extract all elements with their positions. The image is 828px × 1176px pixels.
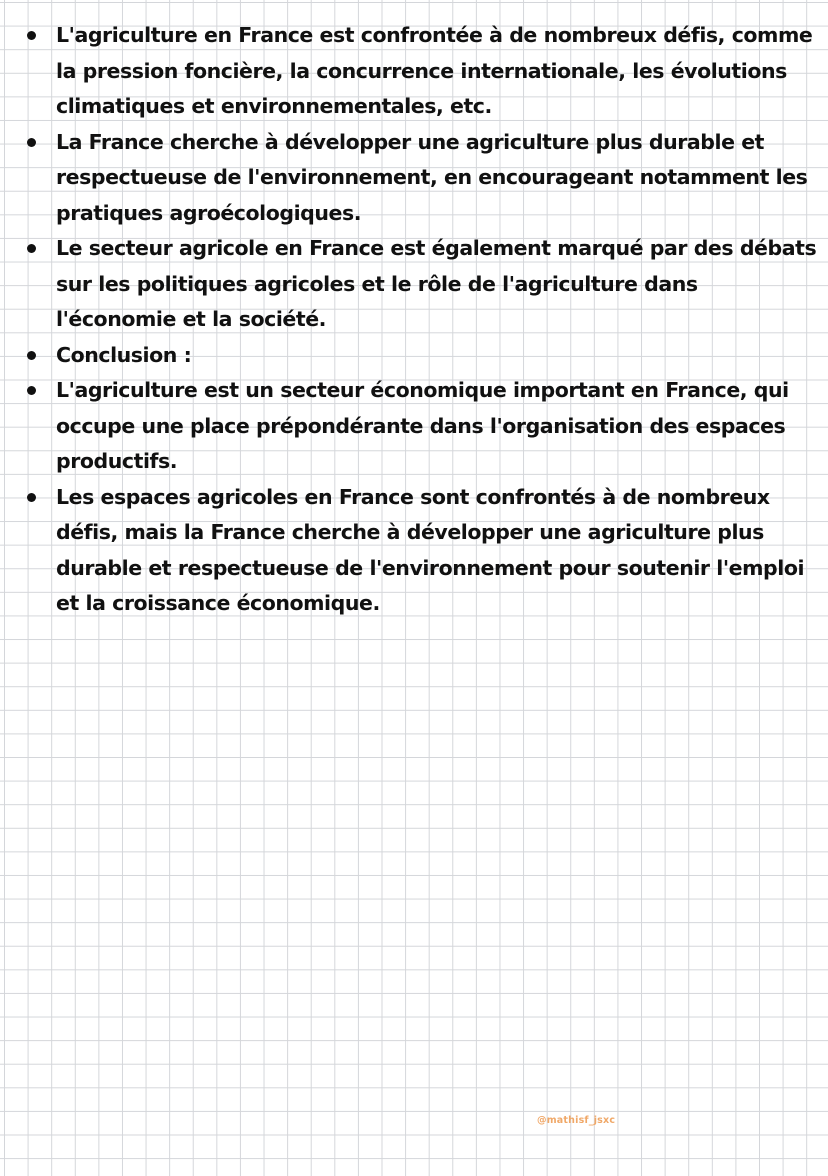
bullet-item-economic-sector: [27, 373, 822, 480]
author-watermark: @mathisf_jsxc: [537, 1115, 616, 1126]
bullet-item-conclusion-heading: [27, 338, 822, 374]
bullet-item-debates: [27, 231, 822, 338]
bullet-item-pressures: [27, 18, 822, 125]
bullet-text: Le secteur agricole en France est également marqué par des débats sur les politiques agricoles et le rôle de l'agriculture dans l'économie et la société.: [56, 236, 817, 331]
bullet-text: L'agriculture en France est confrontée à de nombreux défis, comme la pression foncière, la concurrence internationale, les évolutions climatiques et environnementales, etc.: [56, 23, 813, 118]
bullet-item-challenges-summary: [27, 480, 822, 622]
bullet-text: Conclusion :: [56, 342, 192, 367]
bullet-text: L'agriculture est un secteur économique important en France, qui occupe une place prépondérante dans l'organisation des espaces productifs.: [56, 378, 789, 473]
bullet-dot-icon: [27, 244, 36, 253]
bullet-dot-icon: [27, 351, 36, 360]
bullet-text: La France cherche à développer une agriculture plus durable et respectueuse de l'environnement, en encourageant notamment les pratiques agroécologiques.: [56, 129, 808, 225]
bullet-dot-icon: [27, 386, 36, 395]
bullet-dot-icon: [27, 493, 36, 502]
bullet-dot-icon: [27, 31, 36, 40]
bullet-list: [27, 18, 822, 622]
bullet-text: Les espaces agricoles en France sont confrontés à de nombreux défis, mais la France cherche à développer une agriculture plus durable et respectueuse de l'environnement pour soutenir l'emploi et la croissance économique.: [56, 484, 805, 615]
bullet-dot-icon: [27, 138, 36, 147]
bullet-item-sustainability: [27, 125, 822, 232]
